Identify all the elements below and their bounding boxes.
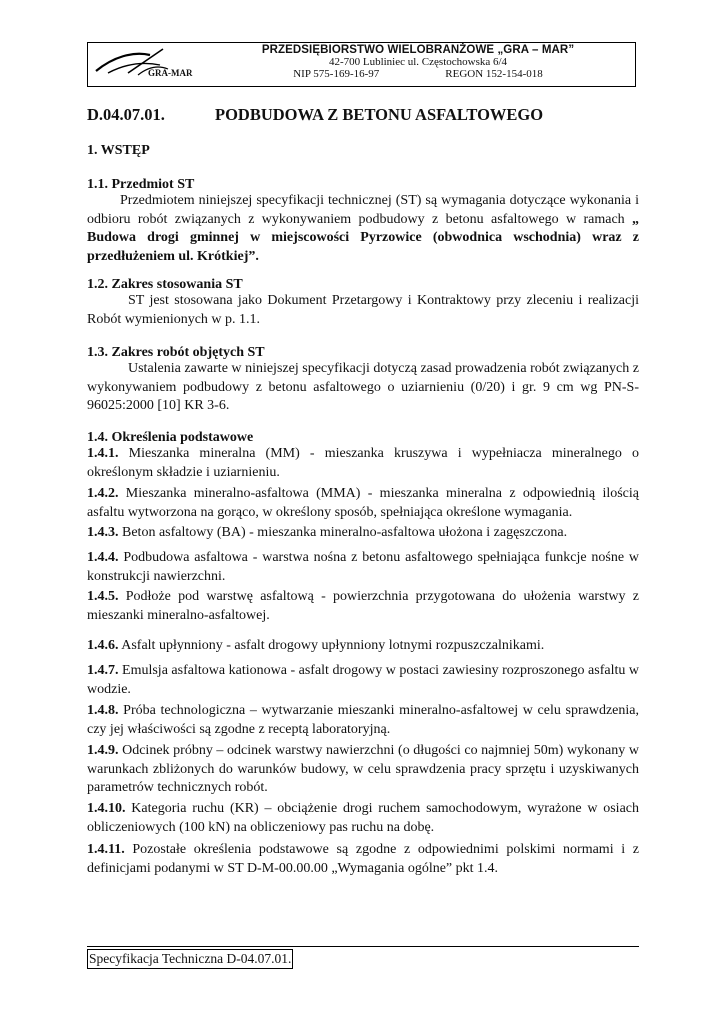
definition-item: [87, 702, 639, 739]
footer-divider: [87, 946, 639, 947]
definition-item: [87, 445, 639, 482]
definition-number: 1.4.1.: [87, 446, 119, 461]
section-1-1-text: [87, 192, 639, 266]
definition-item: [87, 637, 639, 656]
definition-number: 1.4.7.: [87, 663, 119, 678]
definition-item: [87, 742, 639, 798]
section-1-3-text: Ustalenia zawarte w niniejszej specyfikacji dotyczą zasad prowadzenia robót związanych z wykonywaniem podbudowy z betonu asfaltowego o uziarnieniu (0/20) i gr. 9 cm wg PN-S-96025:2000 [10] KR 3-6.: [87, 361, 639, 413]
definition-number: 1.4.11.: [87, 842, 125, 857]
definition-number: 1.4.10.: [87, 801, 126, 816]
definition-text: Mieszanka mineralna (MM) - mieszanka kruszywa i wypełniacza mineralnego o określonym składzie i uziarnieniu.: [87, 446, 639, 480]
definition-item: [87, 800, 639, 837]
section-1-2-text: ST jest stosowana jako Dokument Przetargowy i Kontraktowy przy zleceniu i realizacji Robót wymienionych w p. 1.1.: [87, 293, 639, 327]
section-heading-1: 1. WSTĘP: [87, 143, 150, 158]
logo-text: GRA-MAR: [148, 68, 193, 78]
definition-text: Mieszanka mineralno-asfaltowa (MMA) - mieszanka mineralna z odpowiednią ilością asfaltu wytworzona na gorąco, w określony sposób, spełniająca określone wymagania.: [87, 486, 639, 520]
definition-text: Emulsja asfaltowa kationowa - asfalt drogowy w postaci zawiesiny rozproszonego asfaltu w wodzie.: [87, 663, 639, 697]
definition-item: [87, 549, 639, 586]
definition-text: Podbudowa asfaltowa - warstwa nośna z betonu asfaltowego spełniająca funkcje nośne w konstrukcji nawierzchni.: [87, 550, 639, 584]
definition-number: 1.4.2.: [87, 486, 119, 501]
definition-text: Pozostałe określenia podstawowe są zgodne z odpowiednimi polskimi normami i z definicjami podanymi w ST D-M-00.00.00 „Wymagania ogólne” pkt 1.4.: [87, 842, 639, 876]
nip-number: NIP 575-169-16-97: [293, 68, 380, 80]
definition-number: 1.4.5.: [87, 589, 119, 604]
definition-text: Asfalt upłynniony - asfalt drogowy upłynniony lotnymi rozpuszczalnikami.: [118, 638, 545, 653]
document-title: [87, 105, 543, 125]
section-heading-1-3: 1.3. Zakres robót objętych ST: [87, 345, 265, 360]
regon-number: REGON 152-154-018: [445, 68, 543, 80]
definition-item: [87, 524, 639, 543]
section-heading-1-2: 1.2. Zakres stosowania ST: [87, 277, 243, 292]
section-1-1-plain: Przedmiotem niniejszej specyfikacji technicznej (ST) są wymagania dotyczące wykonania i odbioru robót związanych z wykonywaniem podbudowy z betonu asfaltowego w ramach: [87, 193, 639, 227]
definition-item: [87, 662, 639, 699]
letterhead: [87, 42, 636, 87]
company-logo: [88, 43, 198, 86]
definition-item: [87, 485, 639, 522]
section-heading-1-4: 1.4. Określenia podstawowe: [87, 430, 254, 445]
section-1-1-project-name: „ Budowa drogi gminnej w miejscowości Pyrzowice (obwodnica wschodnia) wraz z przedłużeniem ul. Krótkiej”.: [87, 211, 640, 264]
definition-number: 1.4.3.: [87, 525, 119, 540]
section-heading-1-1: 1.1. Przedmiot ST: [87, 177, 195, 192]
spec-code: D.04.07.01.: [87, 105, 165, 124]
company-name: PRZEDSIĘBIORSTWO WIELOBRANŻOWE „GRA – MAR”: [261, 44, 575, 56]
company-info: [203, 44, 633, 80]
company-address: 42-700 Lubliniec ul. Częstochowska 6/4: [328, 56, 508, 68]
definition-item: [87, 588, 639, 625]
definition-item: [87, 841, 639, 878]
gra-mar-logo-icon: [88, 43, 198, 86]
spec-name: PODBUDOWA Z BETONU ASFALTOWEGO: [215, 105, 544, 124]
definition-text: Odcinek próbny – odcinek warstwy nawierzchni (o długości co najmniej 50m) wykonany w warunkach zbliżonych do warunków budowy, w celu sprawdzenia pracy sprzętu i uzyskiwanych parametrów technicznych robót.: [87, 743, 639, 795]
definition-number: 1.4.6.: [87, 638, 119, 653]
company-ids: [203, 68, 633, 80]
definition-number: 1.4.9.: [87, 743, 119, 758]
footer-label: Specyfikacja Techniczna D-04.07.01.: [87, 949, 293, 969]
definition-text: Podłoże pod warstwę asfaltową - powierzchnia przygotowana do ułożenia warstwy z mieszanki mineralno-asfaltowej.: [87, 589, 639, 623]
definition-text: Próba technologiczna – wytwarzanie mieszanki mineralno-asfaltowej w celu sprawdzenia, czy jej właściwości są zgodne z receptą laboratoryjną.: [87, 703, 639, 737]
definition-number: 1.4.8.: [87, 703, 119, 718]
definition-text: Beton asfaltowy (BA) - mieszanka mineralno-asfaltowa ułożona i zagęszczona.: [118, 525, 568, 540]
definition-text: Kategoria ruchu (KR) – obciążenie drogi ruchem samochodowym, wyrażone w osiach obliczeniowych (100 kN) na obliczeniowy pas ruchu na dobę.: [87, 801, 639, 835]
definition-number: 1.4.4.: [87, 550, 119, 565]
